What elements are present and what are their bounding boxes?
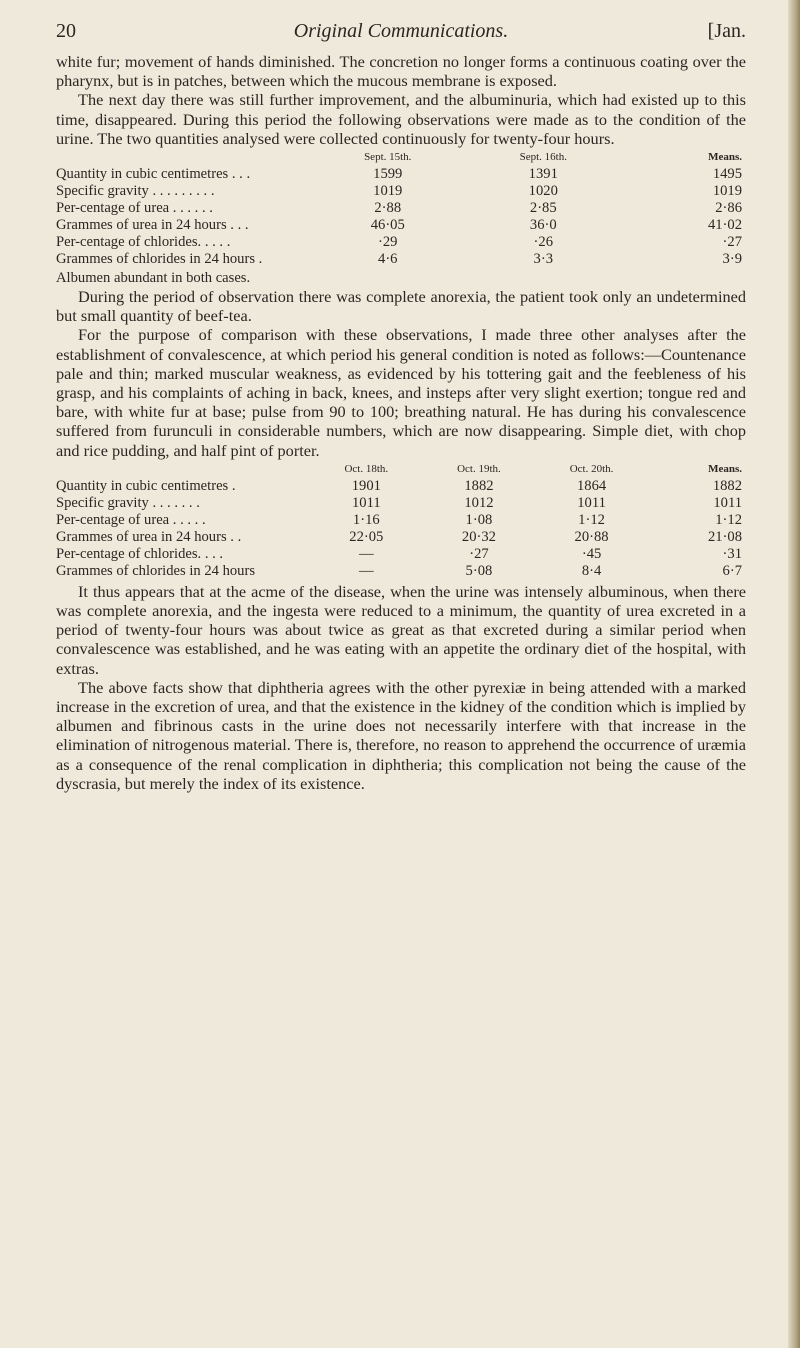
table-cell: 36·0 [529, 217, 557, 234]
column-header [56, 461, 310, 478]
row-label: Grammes of urea in 24 hours . . . [56, 217, 249, 234]
column-header: Sept. 16th. [519, 151, 567, 164]
table-cell: 2·88 [374, 200, 402, 217]
paragraph-4: For the purpose of comparison with these observations, I made three other analyses after the establishment of convalescence, at which period his general condition is noted as follows:—Countenance pale and thin; marked muscular weakness, as evidenced by his tottering gait and the feebleness of his grasp, and his complaints of aching in back, knees, and insteps after very slight exertion; tongue red and bare, with white fur at base; pulse from 90 to 100; breathing natural. He has during his convalescence suffered from furunculi in considerable numbers, which are now disappearing. Simple diet, with chop and rice pudding, and half pint of porter. [56, 325, 746, 460]
mean-value: ·31 [722, 545, 742, 562]
table-header-row [56, 461, 746, 478]
table-cell: 1011 [577, 494, 606, 511]
urine-analysis-table-september [56, 149, 746, 268]
running-header [56, 20, 746, 46]
mean-value: 41·02 [707, 217, 742, 234]
paragraph-5: It thus appears that at the acme of the disease, when the urine was intensely albuminous, when there was complete anorexia, and the ingesta were reduced to a minimum, the quantity of urea excreted in a period of twenty-four hours was about twice as great as that excreted during a similar period when convalescence was established, and he was eating with an appetite the ordinary diet of the hospital, with extras. [56, 581, 746, 678]
table-cell: 1020 [528, 183, 558, 200]
page-number: 20 [56, 20, 76, 42]
mean-value: 1495 [712, 166, 742, 183]
table-cell: 1599 [373, 166, 403, 183]
table-cell: 5·08 [465, 562, 493, 579]
table-cell: ·45 [581, 545, 602, 562]
table-cell: 46·05 [370, 217, 405, 234]
table-cell: 1391 [528, 166, 558, 183]
paragraph-1: white fur; movement of hands diminished. The concretion no longer forms a continuous coating over the pharynx, but is in patches, between which the mucous membrane is exposed. [56, 52, 746, 91]
mean-value: 1·12 [715, 511, 742, 528]
row-label: Per-centage of urea . . . . . . [56, 200, 213, 217]
table-cell: 1901 [351, 477, 381, 494]
row-label: Per-centage of chlorides. . . . . [56, 234, 231, 251]
urine-analysis-table-october [56, 461, 746, 580]
row-label: Grammes of chlorides in 24 hours [56, 562, 256, 579]
column-header [56, 149, 310, 166]
table-row [56, 217, 746, 234]
book-page [56, 20, 746, 793]
row-label: Grammes of chlorides in 24 hours . [56, 251, 263, 268]
table-cell: 1019 [373, 183, 403, 200]
mean-value: 1882 [712, 477, 742, 494]
mean-value: 6·7 [722, 562, 742, 579]
means-column-header: Means. [708, 151, 742, 164]
table-row [56, 478, 746, 495]
table-cell: 1·12 [578, 511, 605, 528]
table-row [56, 234, 746, 251]
table-cell: 22·05 [349, 528, 384, 545]
table-row [56, 183, 746, 200]
table-cell: 20·32 [461, 528, 496, 545]
table-cell: ·26 [533, 234, 553, 251]
table-cell: 1·08 [465, 511, 493, 528]
table-cell: 4·6 [378, 251, 398, 268]
table-cell: ·27 [469, 545, 489, 562]
row-label: Grammes of urea in 24 hours . . [56, 528, 242, 545]
running-title: Original Communications. [293, 20, 509, 42]
column-header: Oct. 19th. [457, 462, 501, 475]
row-label: Per-centage of urea . . . . . [56, 511, 206, 528]
paragraph-2: The next day there was still further improvement, and the albuminuria, which had existed up to this time, disappeared. During this period the following observations were made as to the condition of the urine. The two quantities analysed were collected continuously for twenty-four hours. [56, 90, 746, 148]
row-label: Specific gravity . . . . . . . . . [56, 183, 215, 200]
table-row [56, 495, 746, 512]
table-cell: 20·88 [574, 528, 609, 545]
table-row [56, 251, 746, 268]
table-cell: — [359, 562, 374, 579]
table-cell: 1012 [464, 494, 494, 511]
mean-value: 1011 [713, 494, 742, 511]
table-cell: 8·4 [581, 562, 602, 579]
mean-value: 3·9 [722, 251, 742, 268]
page-edge-shadow [788, 0, 800, 1348]
table-header-row [56, 149, 746, 166]
table-cell: ·29 [378, 234, 398, 251]
table-cell: 1882 [464, 477, 494, 494]
table-row [56, 512, 746, 529]
means-column-header: Means. [708, 462, 742, 475]
paragraph-3: During the period of observation there was complete anorexia, the patient took only an undetermined but small quantity of beef-tea. [56, 287, 746, 326]
table-row [56, 563, 746, 580]
mean-value: 2·86 [715, 200, 742, 217]
table-cell: 1864 [576, 477, 607, 494]
column-header: Oct. 18th. [344, 462, 389, 475]
header-month: [Jan. [707, 20, 746, 42]
table-cell: 1·16 [352, 511, 380, 528]
row-label: Per-centage of chlorides. . . . [56, 545, 224, 562]
table-row [56, 546, 746, 563]
row-label: Specific gravity . . . . . . . [56, 494, 200, 511]
mean-value: ·27 [722, 234, 742, 251]
table-row [56, 529, 746, 546]
table-cell: — [359, 545, 374, 562]
column-header: Sept. 15th. [364, 151, 412, 164]
mean-value: 21·08 [707, 528, 742, 545]
table-row [56, 166, 746, 183]
table-note: Albumen abundant in both cases. [56, 270, 251, 287]
paragraph-6: The above facts show that diphtheria agrees with the other pyrexiæ in being attended with a marked increase in the excretion of urea, and that the existence in the kidney of the condition which is implied by albumen and fibrinous casts in the urine does not necessarily interfere with that increase in the elimination of nitrogenous material. There is, therefore, no reason to apprehend the occurrence of uræmia as a consequence of the renal complication in diphtheria; this complication not being the cause of the dyscrasia, but merely the index of its existence. [56, 677, 746, 793]
mean-value: 1019 [712, 183, 742, 200]
table-cell: 3·3 [533, 251, 553, 268]
table-cell: 2·85 [529, 200, 557, 217]
row-label: Quantity in cubic centimetres . . . [56, 166, 251, 183]
table-cell: 1011 [351, 494, 381, 511]
table-row [56, 200, 746, 217]
row-label: Quantity in cubic centimetres . [56, 477, 236, 494]
column-header: Oct. 20th. [569, 462, 614, 475]
